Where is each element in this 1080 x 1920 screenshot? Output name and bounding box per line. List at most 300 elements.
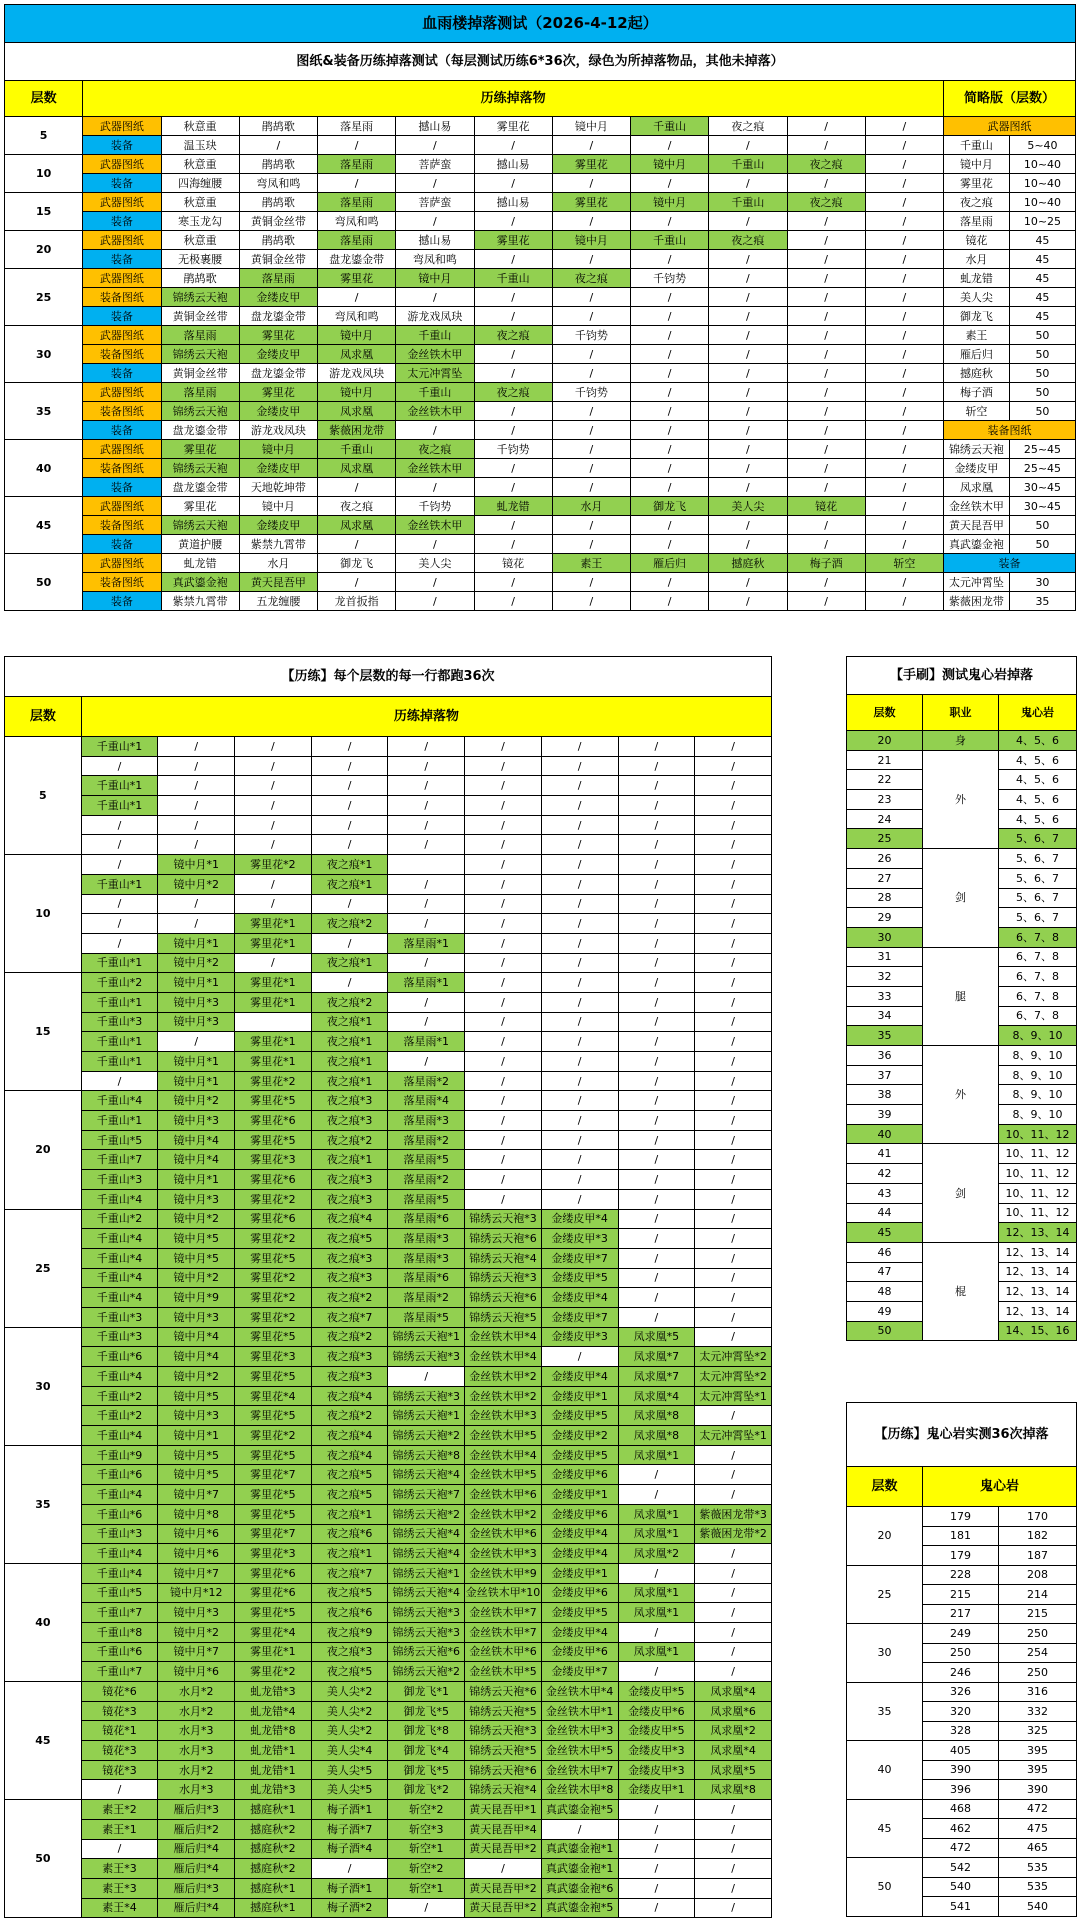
type-label: 装备 [83,592,161,611]
table-row [5,1760,772,1780]
drop-cell: / [695,1603,772,1623]
drop-cell: 千重山*4 [81,1563,158,1583]
type-label: 武器图纸 [83,193,161,212]
drop-cell [388,855,465,875]
lilian-title: 【历练】每个层数的每一行都跑36次 [5,657,772,697]
table-row [5,136,1076,155]
drop-cell: 凤求凰 [318,402,396,421]
drop-cell: 夜之痕 [709,231,787,250]
drop-cell: / [396,136,474,155]
drop-cell: 凤求凰*6 [695,1701,772,1721]
drop-cell: / [311,737,388,757]
drop-cell: 镜中月*2 [158,1209,235,1229]
drop-cell: / [631,535,709,554]
type-label: 装备 [83,421,161,440]
rock-cell: 540 [923,1877,999,1897]
rock-cell: 5、6、7 [999,849,1077,869]
drop-cell: / [388,992,465,1012]
drop-cell: / [695,1878,772,1898]
layer-cell: 48 [847,1282,923,1302]
drop-cell: / [552,345,630,364]
layer-cell: 30 [5,1327,82,1445]
drop-cell: / [695,1800,772,1820]
layer-cell: 45 [5,497,83,554]
drop-cell: / [618,1307,695,1327]
table-row [5,459,1076,478]
drop-cell: / [709,250,787,269]
table-row [5,1701,772,1721]
type-label: 武器图纸 [83,497,161,516]
drop-cell: 金缕皮甲*5 [541,1445,618,1465]
drop-cell: / [631,136,709,155]
drop-cell: / [631,440,709,459]
drop-cell: 雾里花*2 [235,1229,312,1249]
drop-cell: 雾里花*5 [235,1130,312,1150]
drop-cell: 御龙飞*5 [388,1701,465,1721]
drop-cell: / [709,516,787,535]
drop-cell: / [787,174,865,193]
header-layer: 层数 [847,695,923,731]
drop-cell: 锦绣云天袍*3 [388,1622,465,1642]
drop-cell: 锦绣云天袍*4 [388,1583,465,1603]
table-row [847,731,1077,751]
simple-item-name: 虬龙错 [944,269,1010,288]
type-label: 武器图纸 [83,326,161,345]
drop-cell: 锦绣云天袍*5 [465,1701,542,1721]
drop-cell: / [695,1248,772,1268]
drop-cell: 夜之痕*3 [311,1347,388,1367]
drop-cell: 凤求凰*8 [618,1426,695,1446]
rock-cell: 250 [923,1643,999,1663]
simple-item-name: 紫薇困龙带 [944,592,1010,611]
table-row [5,815,772,835]
table-row [5,1052,772,1072]
drop-cell: 金丝铁木甲*5 [541,1741,618,1761]
drop-cell: 凤求凰*1 [618,1583,695,1603]
drop-cell: / [474,250,552,269]
drop-cell: / [552,421,630,440]
drop-cell: 夜之痕*1 [311,1032,388,1052]
drop-cell: 黄天昆吾甲*1 [465,1800,542,1820]
drop-cell: 凤求凰*5 [695,1760,772,1780]
table-row [5,1170,772,1190]
drop-cell: / [388,874,465,894]
drop-cell: 素王*4 [81,1898,158,1918]
type-label: 装备 [83,535,161,554]
drop-cell: 镜中月*1 [158,855,235,875]
drop-cell: / [618,1485,695,1505]
drop-cell: 千重山*1 [81,737,158,757]
drop-cell: 千重山*1 [81,1052,158,1072]
drop-cell: / [235,835,312,855]
drop-cell: 雾里花 [239,383,317,402]
drop-cell: 梅子酒*4 [311,1839,388,1859]
drop-cell: 御龙飞*4 [388,1741,465,1761]
rock-cell: 535 [999,1858,1077,1878]
job-cell: 剑 [923,1144,999,1242]
drop-cell: 水月*3 [158,1741,235,1761]
drop-cell: 夜之痕*1 [311,1150,388,1170]
drop-cell: / [865,345,943,364]
drop-cell: 凤求凰 [318,459,396,478]
drop-cell: 镜中月*2 [158,953,235,973]
rock-cell: 472 [923,1838,999,1858]
layer-cell: 20 [5,1091,82,1209]
drop-cell: 千重山*9 [81,1445,158,1465]
drop-cell: / [318,535,396,554]
drop-cell: / [631,421,709,440]
drop-cell: 雾里花*5 [235,1485,312,1505]
drop-cell: / [787,516,865,535]
drop-cell: 金丝铁木甲*4 [465,1347,542,1367]
drop-cell: / [158,815,235,835]
table-row [847,1682,1077,1702]
table-row [5,1682,772,1702]
page-title: 血雨楼掉落测试（2026-4-12起） [5,5,1076,43]
rock-cell: 10、11、12 [999,1164,1077,1184]
drop-cell: / [465,1859,542,1879]
drop-cell: / [235,737,312,757]
layer-cell: 41 [847,1144,923,1164]
rock-cell: 10、11、12 [999,1183,1077,1203]
drop-cell: 水月*2 [158,1682,235,1702]
drop-cell: 千重山*4 [81,1544,158,1564]
drop-cell: 梅子酒 [787,554,865,573]
table-row [5,1485,772,1505]
drop-cell: / [695,1327,772,1347]
drop-cell: 夜之痕*2 [311,1130,388,1150]
drop-cell: 镜中月*3 [158,1603,235,1623]
table-row [5,835,772,855]
table-row [5,383,1076,402]
simple-item-range: 25~45 [1009,440,1075,459]
drop-cell: / [81,933,158,953]
drop-cell: / [695,992,772,1012]
drop-cell: / [695,1406,772,1426]
table-row [5,1248,772,1268]
drop-cell: / [695,1032,772,1052]
rock-cell: 5、6、7 [999,888,1077,908]
type-label: 装备 [83,136,161,155]
drop-cell: 虬龙错*3 [235,1682,312,1702]
simple-item-name: 太元冲霄坠 [944,573,1010,592]
drop-cell: 龙首扳指 [318,592,396,611]
table-row [847,657,1077,695]
drop-cell: / [695,1859,772,1879]
table-row [5,1327,772,1347]
shoushua-section [846,656,1077,1341]
table-row [5,1465,772,1485]
drop-cell: 雾里花*6 [235,1583,312,1603]
drop-cell: / [388,1367,465,1387]
drop-cell: / [787,383,865,402]
table-row [5,43,1076,81]
drop-cell: / [396,212,474,231]
layer-cell: 24 [847,809,923,829]
type-label: 装备图纸 [83,459,161,478]
drop-cell: 雾里花*6 [235,1111,312,1131]
table-row [5,364,1076,383]
drop-cell: 锦绣云天袍 [161,459,239,478]
drop-cell: / [865,573,943,592]
drop-cell: 镜中月 [239,440,317,459]
simple-item-range: 50 [1009,383,1075,402]
drop-cell: 梅子酒*1 [311,1800,388,1820]
drop-cell: / [552,402,630,421]
drop-cell: 千重山 [396,326,474,345]
drop-cell: / [541,973,618,993]
drop-cell: 菩萨蛮 [396,193,474,212]
drop-cell: 雾里花 [318,269,396,288]
drop-cell: 撼庭秋*2 [235,1839,312,1859]
drop-cell: 金丝铁木甲 [396,345,474,364]
simple-item-range: 35 [1009,592,1075,611]
drop-cell: 雾里花*5 [235,1445,312,1465]
drop-cell: 凤求凰*2 [695,1721,772,1741]
drop-cell: / [631,364,709,383]
drop-cell: 锦绣云天袍*2 [388,1662,465,1682]
drop-cell: 雾里花 [239,326,317,345]
drop-cell: / [787,573,865,592]
drop-cell: 镜中月*2 [158,1367,235,1387]
drop-cell: / [311,973,388,993]
drop-cell: 黄天昆吾甲 [239,573,317,592]
drop-cell: 千重山*5 [81,1130,158,1150]
drop-cell: / [318,174,396,193]
layer-cell: 50 [5,1800,82,1918]
drop-cell: 雁后归*3 [158,1800,235,1820]
drop-cell: 真武鎏金袍*5 [541,1898,618,1918]
drop-cell: / [695,914,772,934]
drop-cell: / [465,914,542,934]
table-row [847,1507,1077,1527]
drop-cell: 夜之痕*5 [311,1662,388,1682]
drop-cell: 秋意重 [161,155,239,174]
drop-cell: 夜之痕*9 [311,1622,388,1642]
table-row [5,554,1076,573]
layer-cell: 25 [847,829,923,849]
guixin-title: 【历练】鬼心岩实测36次掉落 [847,1403,1077,1467]
drop-cell: 落星雨*3 [388,1248,465,1268]
drop-cell: 金缕皮甲*7 [541,1662,618,1682]
drop-cell: 菩萨蛮 [396,155,474,174]
drop-cell: 金丝铁木甲*4 [465,1327,542,1347]
drop-cell: / [618,796,695,816]
rock-cell: 8、9、10 [999,1085,1077,1105]
drop-cell: / [865,117,943,136]
drop-cell: / [695,1091,772,1111]
drop-cell: 千重山*1 [81,1111,158,1131]
table-row [5,1839,772,1859]
drop-cell: 金缕皮甲*6 [541,1504,618,1524]
drop-cell: 真武鎏金袍*1 [541,1839,618,1859]
drop-cell: 御龙飞*2 [388,1780,465,1800]
drop-cell: 镜中月*5 [158,1445,235,1465]
drop-cell: 金缕皮甲*2 [541,1426,618,1446]
guixin-section [846,1402,1077,1917]
drop-cell: 夜之痕*5 [311,1583,388,1603]
drop-cell: 金缕皮甲*3 [618,1760,695,1780]
drop-cell: 金缕皮甲*1 [541,1563,618,1583]
layer-cell: 26 [847,849,923,869]
table-row [5,874,772,894]
type-label: 装备 [83,364,161,383]
drop-cell: / [396,174,474,193]
drop-cell: / [695,1170,772,1190]
drop-cell: 凤求凰*4 [695,1741,772,1761]
drop-cell: / [465,835,542,855]
drop-cell: 千重山*4 [81,1189,158,1209]
drop-cell: 千重山*1 [81,796,158,816]
drop-cell: / [235,815,312,835]
drop-cell: / [474,478,552,497]
layer-cell: 33 [847,986,923,1006]
drop-cell: 金缕皮甲*1 [618,1780,695,1800]
drop-cell: 锦绣云天袍*6 [465,1288,542,1308]
drop-cell: 千重山*7 [81,1662,158,1682]
drop-cell: / [311,894,388,914]
drop-cell: / [865,231,943,250]
drop-cell: 夜之痕*3 [311,1091,388,1111]
rock-cell: 208 [999,1565,1077,1585]
layer-cell: 23 [847,790,923,810]
drop-cell: / [695,933,772,953]
table-row [5,1091,772,1111]
drop-cell: 千重山*1 [81,1032,158,1052]
drop-cell: 盘龙鎏金带 [239,307,317,326]
drop-cell: 金缕皮甲 [239,288,317,307]
drop-cell: 雾里花*5 [235,1603,312,1623]
table-row [847,1858,1077,1878]
drop-cell: / [631,459,709,478]
drop-cell: / [465,1012,542,1032]
drop-cell: / [709,592,787,611]
layer-cell: 20 [847,1507,923,1566]
drop-cell: / [787,592,865,611]
drop-cell: 千重山*6 [81,1504,158,1524]
drop-cell: 千重山*6 [81,1642,158,1662]
rock-cell: 475 [999,1819,1077,1839]
rock-cell: 249 [923,1624,999,1644]
rock-cell: 472 [999,1799,1077,1819]
drop-cell: 素王*2 [81,1800,158,1820]
drop-cell: / [552,592,630,611]
drop-cell: 金丝铁木甲*5 [465,1426,542,1446]
table-row [5,1150,772,1170]
drop-cell: 金缕皮甲*6 [541,1642,618,1662]
drop-cell: 凤求凰*4 [695,1682,772,1702]
simple-item-range: 45 [1009,231,1075,250]
table-row [5,1544,772,1564]
drop-cell: / [235,756,312,776]
table-row [5,212,1076,231]
drop-cell: 紫禁九霄带 [239,535,317,554]
drop-cell: / [695,1307,772,1327]
drop-cell: 夜之痕*7 [311,1563,388,1583]
simple-item-range: 10~40 [1009,174,1075,193]
layer-cell: 28 [847,888,923,908]
drop-cell: / [787,269,865,288]
drop-cell: / [552,174,630,193]
drop-cell: / [474,573,552,592]
table-row [5,1012,772,1032]
drop-cell: / [618,973,695,993]
table-row [847,695,1077,731]
layer-cell: 45 [5,1682,82,1800]
drop-cell: 雁后归 [631,554,709,573]
layer-cell: 40 [5,1563,82,1681]
drop-cell: 金缕皮甲*5 [541,1268,618,1288]
drop-cell: / [695,815,772,835]
drop-cell: 盘龙鎏金带 [161,478,239,497]
drop-cell: / [81,1780,158,1800]
drop-cell: 夜之痕*5 [311,1465,388,1485]
drop-cell: / [695,1898,772,1918]
drop-cell: 雾里花*2 [235,1288,312,1308]
drop-cell: 美人尖*2 [311,1701,388,1721]
drop-cell: / [787,459,865,478]
drop-cell: / [618,1012,695,1032]
drop-cell: / [695,1150,772,1170]
drop-cell: 雾里花*3 [235,1347,312,1367]
drop-cell: 鹃鸪歌 [161,269,239,288]
simple-item-name: 撼庭秋 [944,364,1010,383]
drop-cell: / [81,914,158,934]
drop-cell: 梅子酒*7 [311,1819,388,1839]
drop-cell: 撼庭秋*2 [235,1859,312,1879]
drop-cell: / [865,421,943,440]
drop-cell: 落星雨*2 [388,1170,465,1190]
drop-cell: / [158,1032,235,1052]
drop-cell: 撼庭秋*1 [235,1878,312,1898]
drop-cell: 雾里花*7 [235,1465,312,1485]
rock-cell: 4、5、6 [999,790,1077,810]
drop-cell: 金丝铁木甲*2 [465,1367,542,1387]
drop-cell: 斩空*1 [388,1839,465,1859]
drop-cell: / [787,288,865,307]
rock-cell: 405 [923,1741,999,1761]
drop-cell: 凤求凰*7 [618,1367,695,1387]
table-row [5,1583,772,1603]
drop-cell: 千重山*1 [81,992,158,1012]
drop-cell: / [541,1189,618,1209]
table-row [5,1032,772,1052]
drop-cell: / [618,874,695,894]
drop-cell: / [631,573,709,592]
layer-cell: 47 [847,1262,923,1282]
drop-cell: / [709,383,787,402]
drop-cell: 弯凤和鸣 [318,212,396,231]
drop-cell: / [541,1347,618,1367]
drop-cell: / [865,478,943,497]
layer-cell: 45 [847,1223,923,1243]
drop-cell: 千重山*2 [81,973,158,993]
table-row [5,1386,772,1406]
layer-cell: 10 [5,855,82,973]
drop-cell: / [709,345,787,364]
drop-cell: 紫薇困龙带*2 [695,1524,772,1544]
drop-cell: 镜中月*1 [158,933,235,953]
lilian-section [4,656,772,1918]
drop-cell: / [865,193,943,212]
drop-cell: 夜之痕*1 [311,1071,388,1091]
drop-cell: / [235,953,312,973]
drop-cell: 斩空*1 [388,1878,465,1898]
table-row [5,440,1076,459]
drop-cell: 黄铜金丝带 [239,212,317,231]
rock-cell: 4、5、6 [999,731,1077,751]
layer-cell: 46 [847,1242,923,1262]
